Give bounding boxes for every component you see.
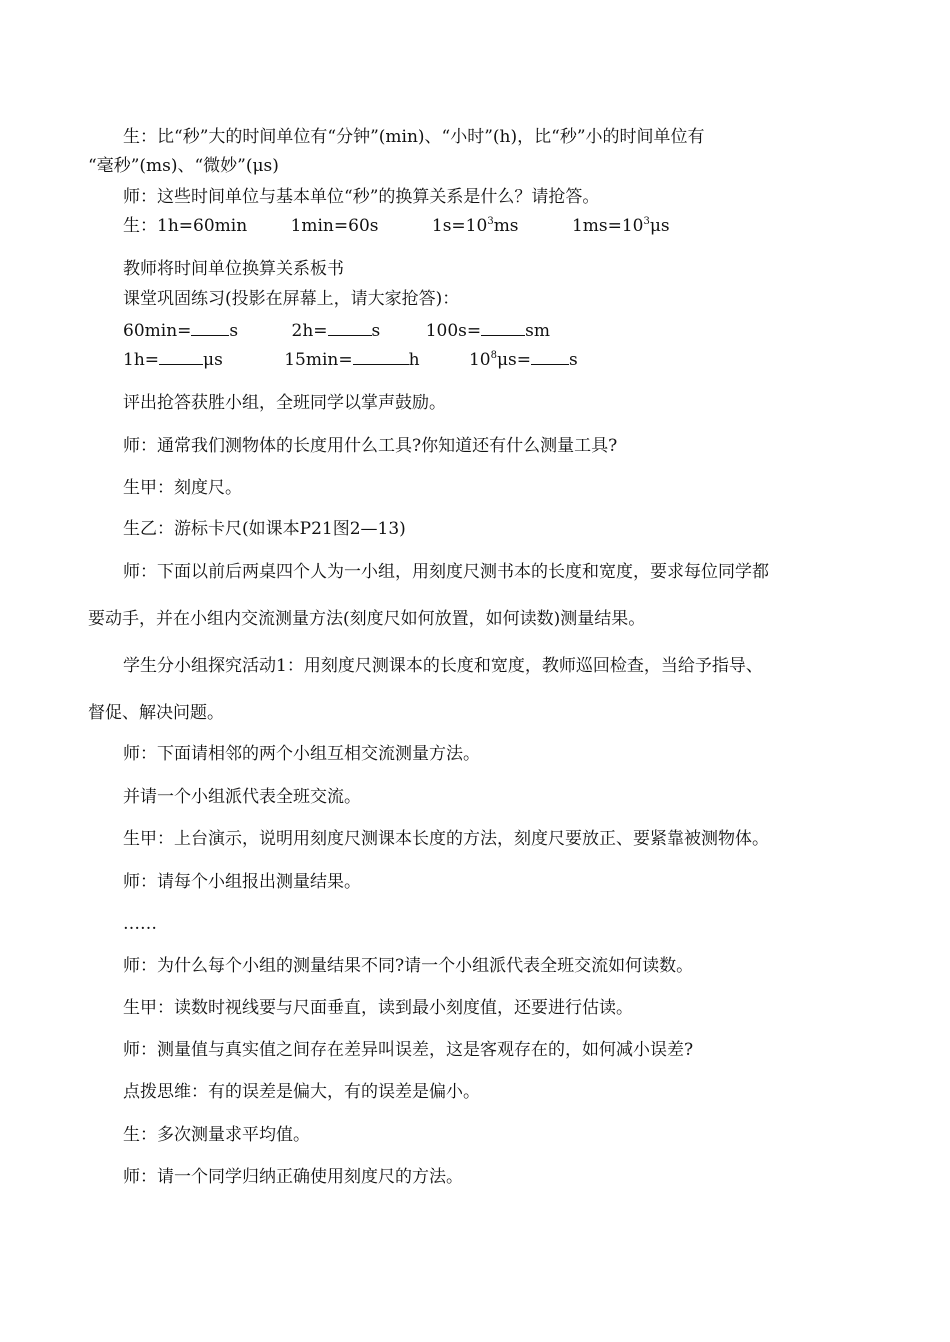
paragraph-line: 生甲：读数时视线要与尺面垂直，读到最小刻度值，还要进行估读。: [123, 998, 633, 1018]
exercise-label: 10: [468, 350, 491, 370]
paragraph-line: 点拨思维：有的误差是偏大，有的误差是偏小。: [123, 1082, 480, 1102]
answer-blank: [159, 347, 203, 365]
paragraph-line: 生：比“秒”大的时间单位有“分钟”(min)、“小时”(h)，比“秒”小的时间单位有: [123, 127, 705, 147]
exercise-label: μs=: [496, 350, 531, 370]
exercise-item: [123, 347, 223, 371]
answer-blank: [481, 318, 525, 336]
paragraph-line: 要动手，并在小组内交流测量方法(刻度尺如何放置，如何读数)测量结果。: [88, 609, 646, 629]
paragraph-line: 师：测量值与真实值之间存在差异叫误差，这是客观存在的，如何减小误差?: [123, 1040, 694, 1060]
answer-blank: [353, 347, 409, 365]
conversion-second-base: 1s=10: [431, 216, 488, 236]
ellipsis-line: ……: [123, 914, 157, 934]
exercise-unit: sm: [525, 321, 550, 341]
exercise-label: 60min=: [123, 321, 192, 341]
paragraph-line: 督促、解决问题。: [88, 703, 224, 723]
conversion-ms-unit: μs: [649, 216, 670, 236]
paragraph-line: 师：这些时间单位与基本单位“秒”的换算关系是什么？请抢答。: [123, 187, 600, 207]
conversion-second-unit: ms: [493, 216, 519, 236]
answer-blank: [531, 347, 569, 365]
exercise-line: [123, 318, 550, 342]
conversion-minute: 1min=60s: [290, 216, 379, 236]
paragraph-line: 师：下面以前后两桌四个人为一小组，用刻度尺测书本的长度和宽度，要求每位同学都: [123, 562, 769, 582]
exercise-line: [123, 347, 578, 371]
paragraph-line: 生甲：刻度尺。: [123, 478, 242, 498]
conversion-hour: 生：1h=60min: [123, 216, 248, 236]
exercise-item: [284, 347, 419, 371]
exercise-unit: s: [229, 321, 239, 341]
exercise-item: [123, 318, 238, 342]
paragraph-line: 师：请一个同学归纳正确使用刻度尺的方法。: [123, 1167, 463, 1187]
paragraph-line: 生甲：上台演示，说明用刻度尺测课本长度的方法，刻度尺要放正、要紧靠被测物体。: [123, 829, 769, 849]
conversion-millisecond: [572, 215, 670, 237]
paragraph-line: 学生分小组探究活动1：用刻度尺测课本的长度和宽度，教师巡回检查，当给予指导、: [123, 656, 763, 676]
paragraph-line: 师：请每个小组报出测量结果。: [123, 872, 361, 892]
answer-blank: [191, 318, 229, 336]
paragraph-line: 教师将时间单位换算关系板书: [123, 259, 344, 279]
exercise-unit: h: [408, 350, 420, 370]
paragraph-line: 师：为什么每个小组的测量结果不同?请一个小组派代表全班交流如何读数。: [123, 956, 694, 976]
exercise-item: [426, 318, 550, 342]
paragraph-line: 生：多次测量求平均值。: [123, 1125, 310, 1145]
exercise-unit: s: [371, 321, 381, 341]
paragraph-line: 生乙：游标卡尺(如课本P21图2—13): [123, 519, 406, 539]
answer-blank: [328, 318, 372, 336]
paragraph-line: 课堂巩固练习(投影在屏幕上，请大家抢答)：: [123, 289, 460, 309]
conversion-ms-exponent: 3: [643, 216, 650, 227]
exercise-item: [469, 347, 578, 371]
paragraph-line: 师：通常我们测物体的长度用什么工具?你知道还有什么测量工具?: [123, 436, 618, 456]
paragraph-line: 并请一个小组派代表全班交流。: [123, 787, 361, 807]
exercise-item: [292, 318, 381, 342]
paragraph-line: 评出抢答获胜小组，全班同学以掌声鼓励。: [123, 393, 446, 413]
conversion-second-exponent: 3: [487, 216, 494, 227]
exercise-label: 100s=: [425, 321, 482, 341]
exercise-label: 15min=: [284, 350, 353, 370]
paragraph-line: 师：下面请相邻的两个小组互相交流测量方法。: [123, 744, 480, 764]
conversion-line: [123, 215, 670, 239]
paragraph-line: “毫秒”(ms)、“微妙”(μs): [88, 156, 279, 176]
exercise-label: 2h=: [291, 321, 328, 341]
exercise-unit: s: [569, 350, 578, 370]
exercise-label: 1h=: [123, 350, 160, 370]
conversion-second: [432, 215, 519, 237]
conversion-ms-base: 1ms=10: [571, 216, 644, 236]
exercise-unit: μs: [203, 350, 223, 370]
exercise-exponent: 8: [490, 350, 497, 361]
